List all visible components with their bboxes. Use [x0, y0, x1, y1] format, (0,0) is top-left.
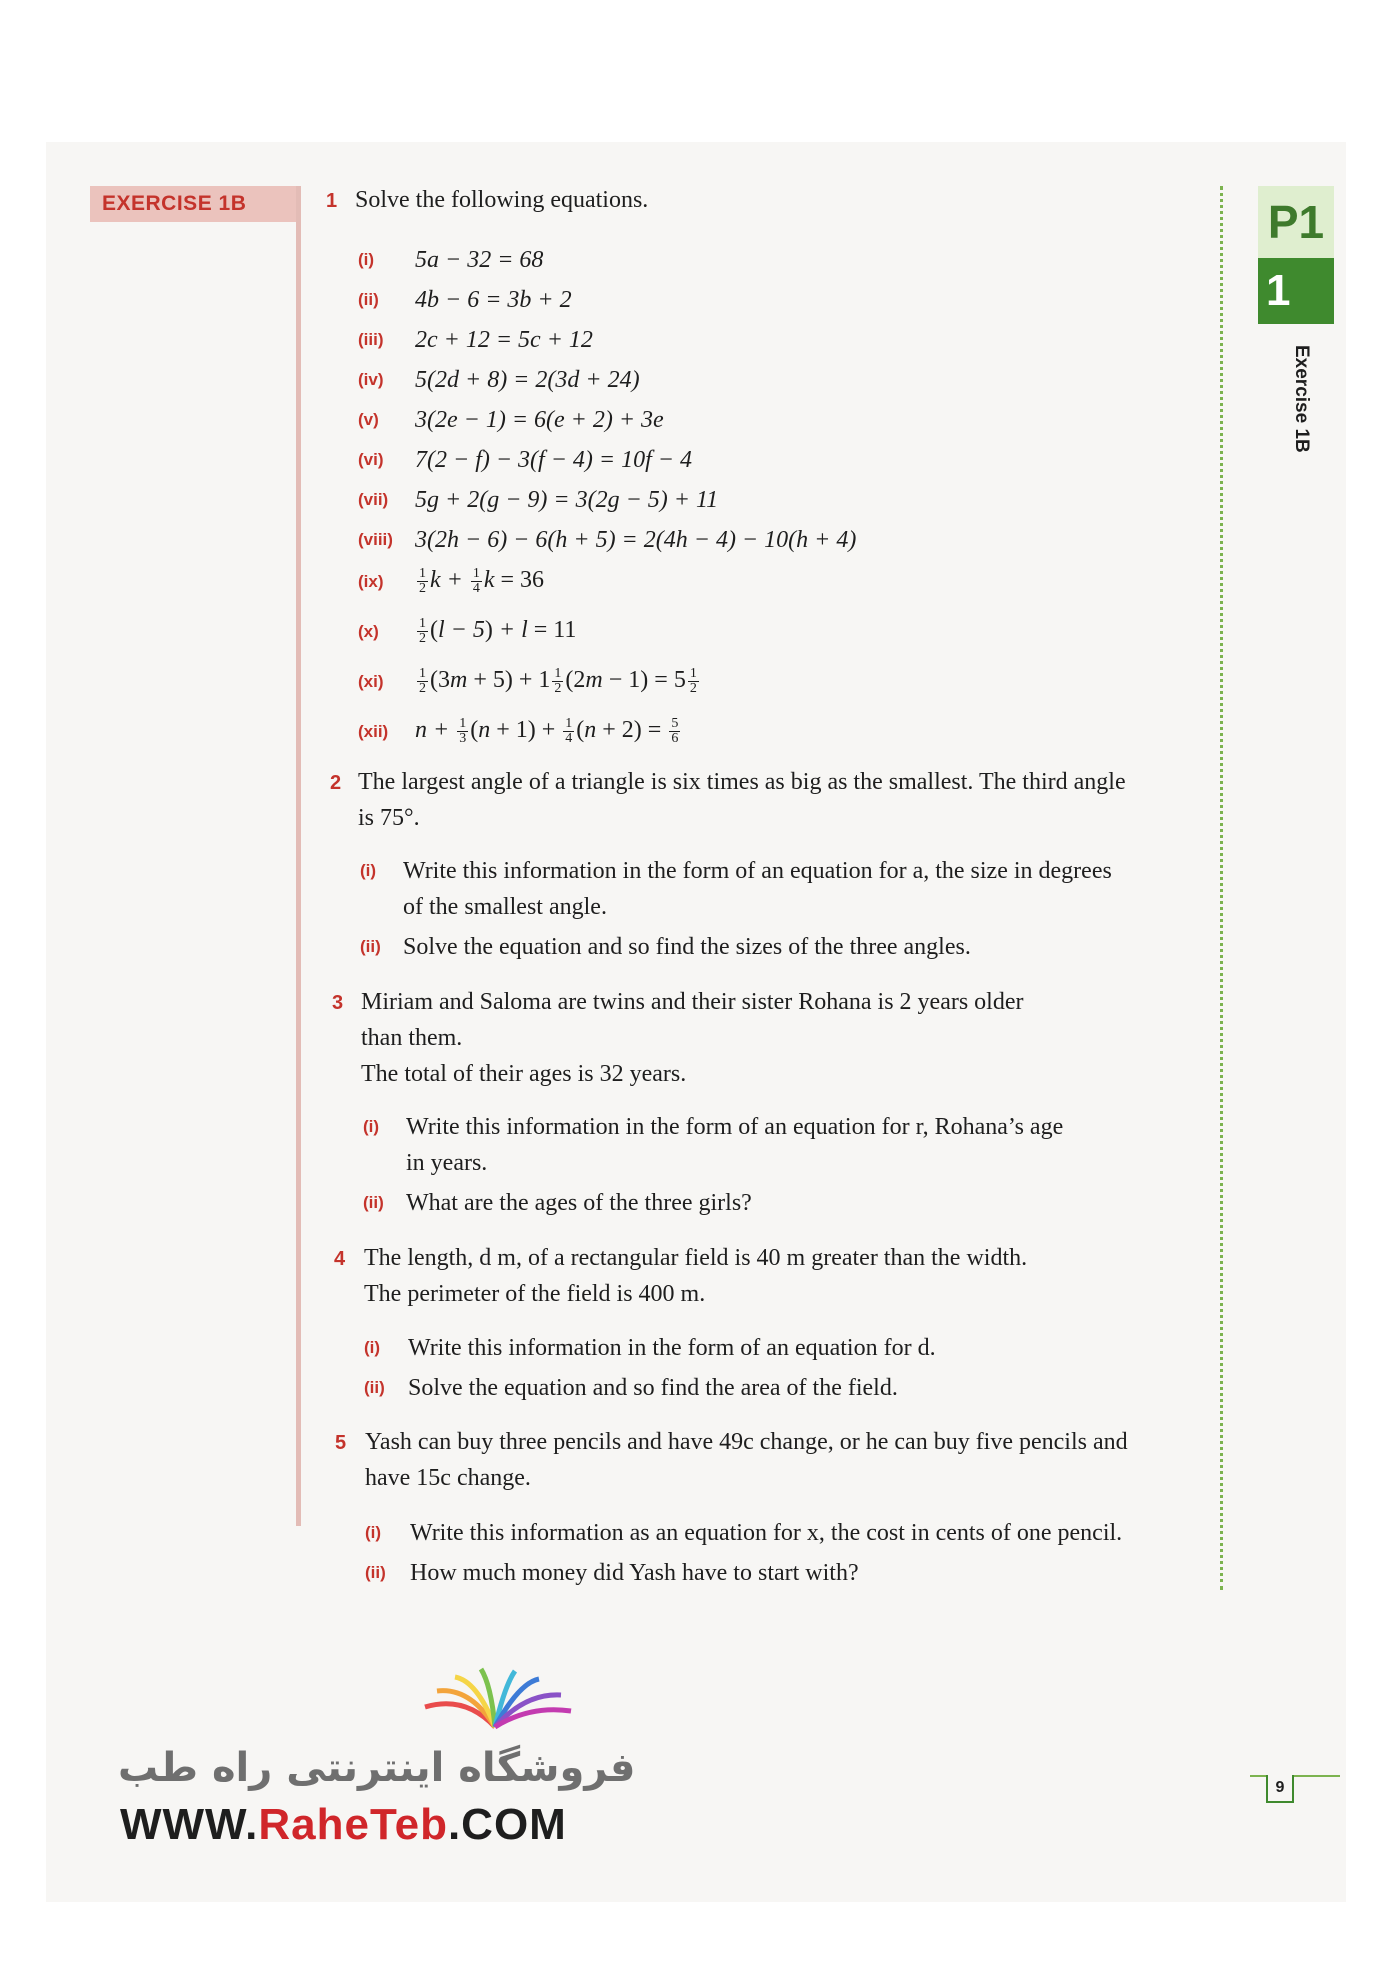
question-text: The largest angle of a triangle is six times as big as the smallest. The third angle	[358, 769, 1126, 795]
question-number: 2	[330, 772, 342, 794]
question-text: The total of their ages is 32 years.	[361, 1061, 687, 1087]
question-number: 1	[326, 190, 338, 212]
fraction: $\frac{1}{2}$	[554, 665, 562, 696]
question-text: The perimeter of the field is 400 m.	[364, 1281, 706, 1307]
question-number: 4	[334, 1248, 346, 1270]
equation: 7(2 − f) − 3(f − 4) = 10f − 4	[415, 447, 692, 473]
fraction: $\frac{1}{3}$	[459, 715, 467, 746]
exercise-tag: EXERCISE 1B	[90, 186, 298, 222]
chapter-badge: 1	[1258, 258, 1334, 324]
part-badge: P1	[1258, 186, 1334, 258]
question-text: Yash can buy three pencils and have 49c change, or he can buy five pencils and	[365, 1429, 1128, 1455]
fraction: $\frac{1}{4}$	[472, 565, 480, 596]
fraction: $\frac{1}{2}$	[419, 615, 426, 646]
equation: 5a − 32 = 68	[415, 247, 544, 273]
side-exercise-label: Exercise 1B	[1291, 345, 1312, 453]
question-text: have 15c change.	[365, 1465, 531, 1491]
page-number-rule	[1250, 1775, 1340, 1777]
fraction: $\frac{1}{2}$	[419, 565, 426, 596]
part-label: (ix)	[358, 572, 384, 591]
book-logo-icon	[415, 1665, 575, 1735]
question-text: than them.	[361, 1025, 463, 1051]
equation: 5(2d + 8) = 2(3d + 24)	[415, 367, 640, 393]
watermark-url: WWW.RaheTeb.COM	[120, 1800, 567, 1849]
page-background	[46, 142, 1346, 1902]
part-text: Write this information in the form of an equation for a, the size in degrees	[403, 858, 1112, 884]
equation: 2c + 12 = 5c + 12	[415, 327, 593, 353]
part-label: (v)	[358, 410, 379, 429]
equation: $\frac{1}{2}$ k + $\frac{1}{4}$ k = 36	[419, 565, 545, 596]
question-text: is 75°.	[358, 805, 420, 831]
part-text: Write this information as an equation for x, the cost in cents of one pencil.	[410, 1520, 1123, 1546]
fraction: $\frac{5}{6}$	[671, 715, 679, 746]
part-text: of the smallest angle.	[403, 894, 607, 920]
question-text: The length, d m, of a rectangular field is 40 m greater than the width.	[364, 1245, 1028, 1271]
part-label: (ii)	[358, 290, 379, 309]
fraction: $\frac{1}{2}$	[419, 665, 426, 696]
question-text: Solve the following equations.	[355, 187, 649, 213]
question-number: 3	[332, 992, 344, 1014]
equation: 5g + 2(g − 9) = 3(2g − 5) + 11	[415, 487, 719, 513]
part-label: (vii)	[358, 490, 389, 509]
part-label: (iii)	[358, 330, 384, 349]
fraction: $\frac{1}{2}$	[689, 665, 697, 696]
part-label: (ii)	[360, 937, 381, 956]
dotted-divider	[1220, 186, 1223, 1590]
part-text: Solve the equation and so find the area of the field.	[408, 1375, 898, 1401]
part-text: Write this information in the form of an equation for d.	[408, 1335, 936, 1361]
part-label: (i)	[365, 1523, 382, 1542]
equation: 3(2e − 1) = 6(e + 2) + 3e	[415, 407, 664, 433]
fraction: $\frac{1}{4}$	[565, 715, 573, 746]
part-label: (xi)	[358, 672, 384, 691]
part-text: Solve the equation and so find the sizes of the three angles.	[403, 934, 971, 960]
part-label: (i)	[358, 250, 375, 269]
watermark-persian-text: فروشگاه اینترنتی راه طب	[118, 1745, 636, 1791]
part-text: What are the ages of the three girls?	[406, 1190, 752, 1216]
equation: 4b − 6 = 3b + 2	[415, 287, 572, 313]
margin-rule	[296, 186, 301, 1526]
part-label: (i)	[360, 861, 377, 880]
question-text: Miriam and Saloma are twins and their sister Rohana is 2 years older	[361, 989, 1024, 1015]
part-label: (viii)	[358, 530, 393, 549]
part-label: (vi)	[358, 450, 384, 469]
part-label: (iv)	[358, 370, 384, 389]
question-number: 5	[335, 1432, 347, 1454]
part-label: (ii)	[363, 1193, 384, 1212]
part-label: (i)	[363, 1117, 380, 1136]
equation: $\frac{1}{2}$ (3m + 5) + 1 $\frac{1}{2}$ (2m − 1) = 5 $\frac{1}{2}$	[419, 665, 697, 696]
part-label: (xii)	[358, 722, 389, 741]
part-label: (ii)	[365, 1563, 386, 1582]
part-text: in years.	[406, 1150, 488, 1176]
part-text: How much money did Yash have to start with?	[410, 1560, 859, 1586]
equation: $\frac{1}{2}$ (l − 5) + l = 11	[419, 615, 577, 646]
part-label: (ii)	[364, 1378, 385, 1397]
equation: n + $\frac{1}{3}$ (n + 1) + $\frac{1}{4}$ (n + 2) = $\frac{5}{6}$	[415, 715, 679, 746]
part-label: (x)	[358, 622, 379, 641]
equation: 3(2h − 6) − 6(h + 5) = 2(4h − 4) − 10(h + 4)	[415, 527, 857, 553]
part-label: (i)	[364, 1338, 381, 1357]
page-number: 9	[1266, 1775, 1294, 1803]
part-text: Write this information in the form of an equation for r, Rohana’s age	[406, 1114, 1064, 1140]
